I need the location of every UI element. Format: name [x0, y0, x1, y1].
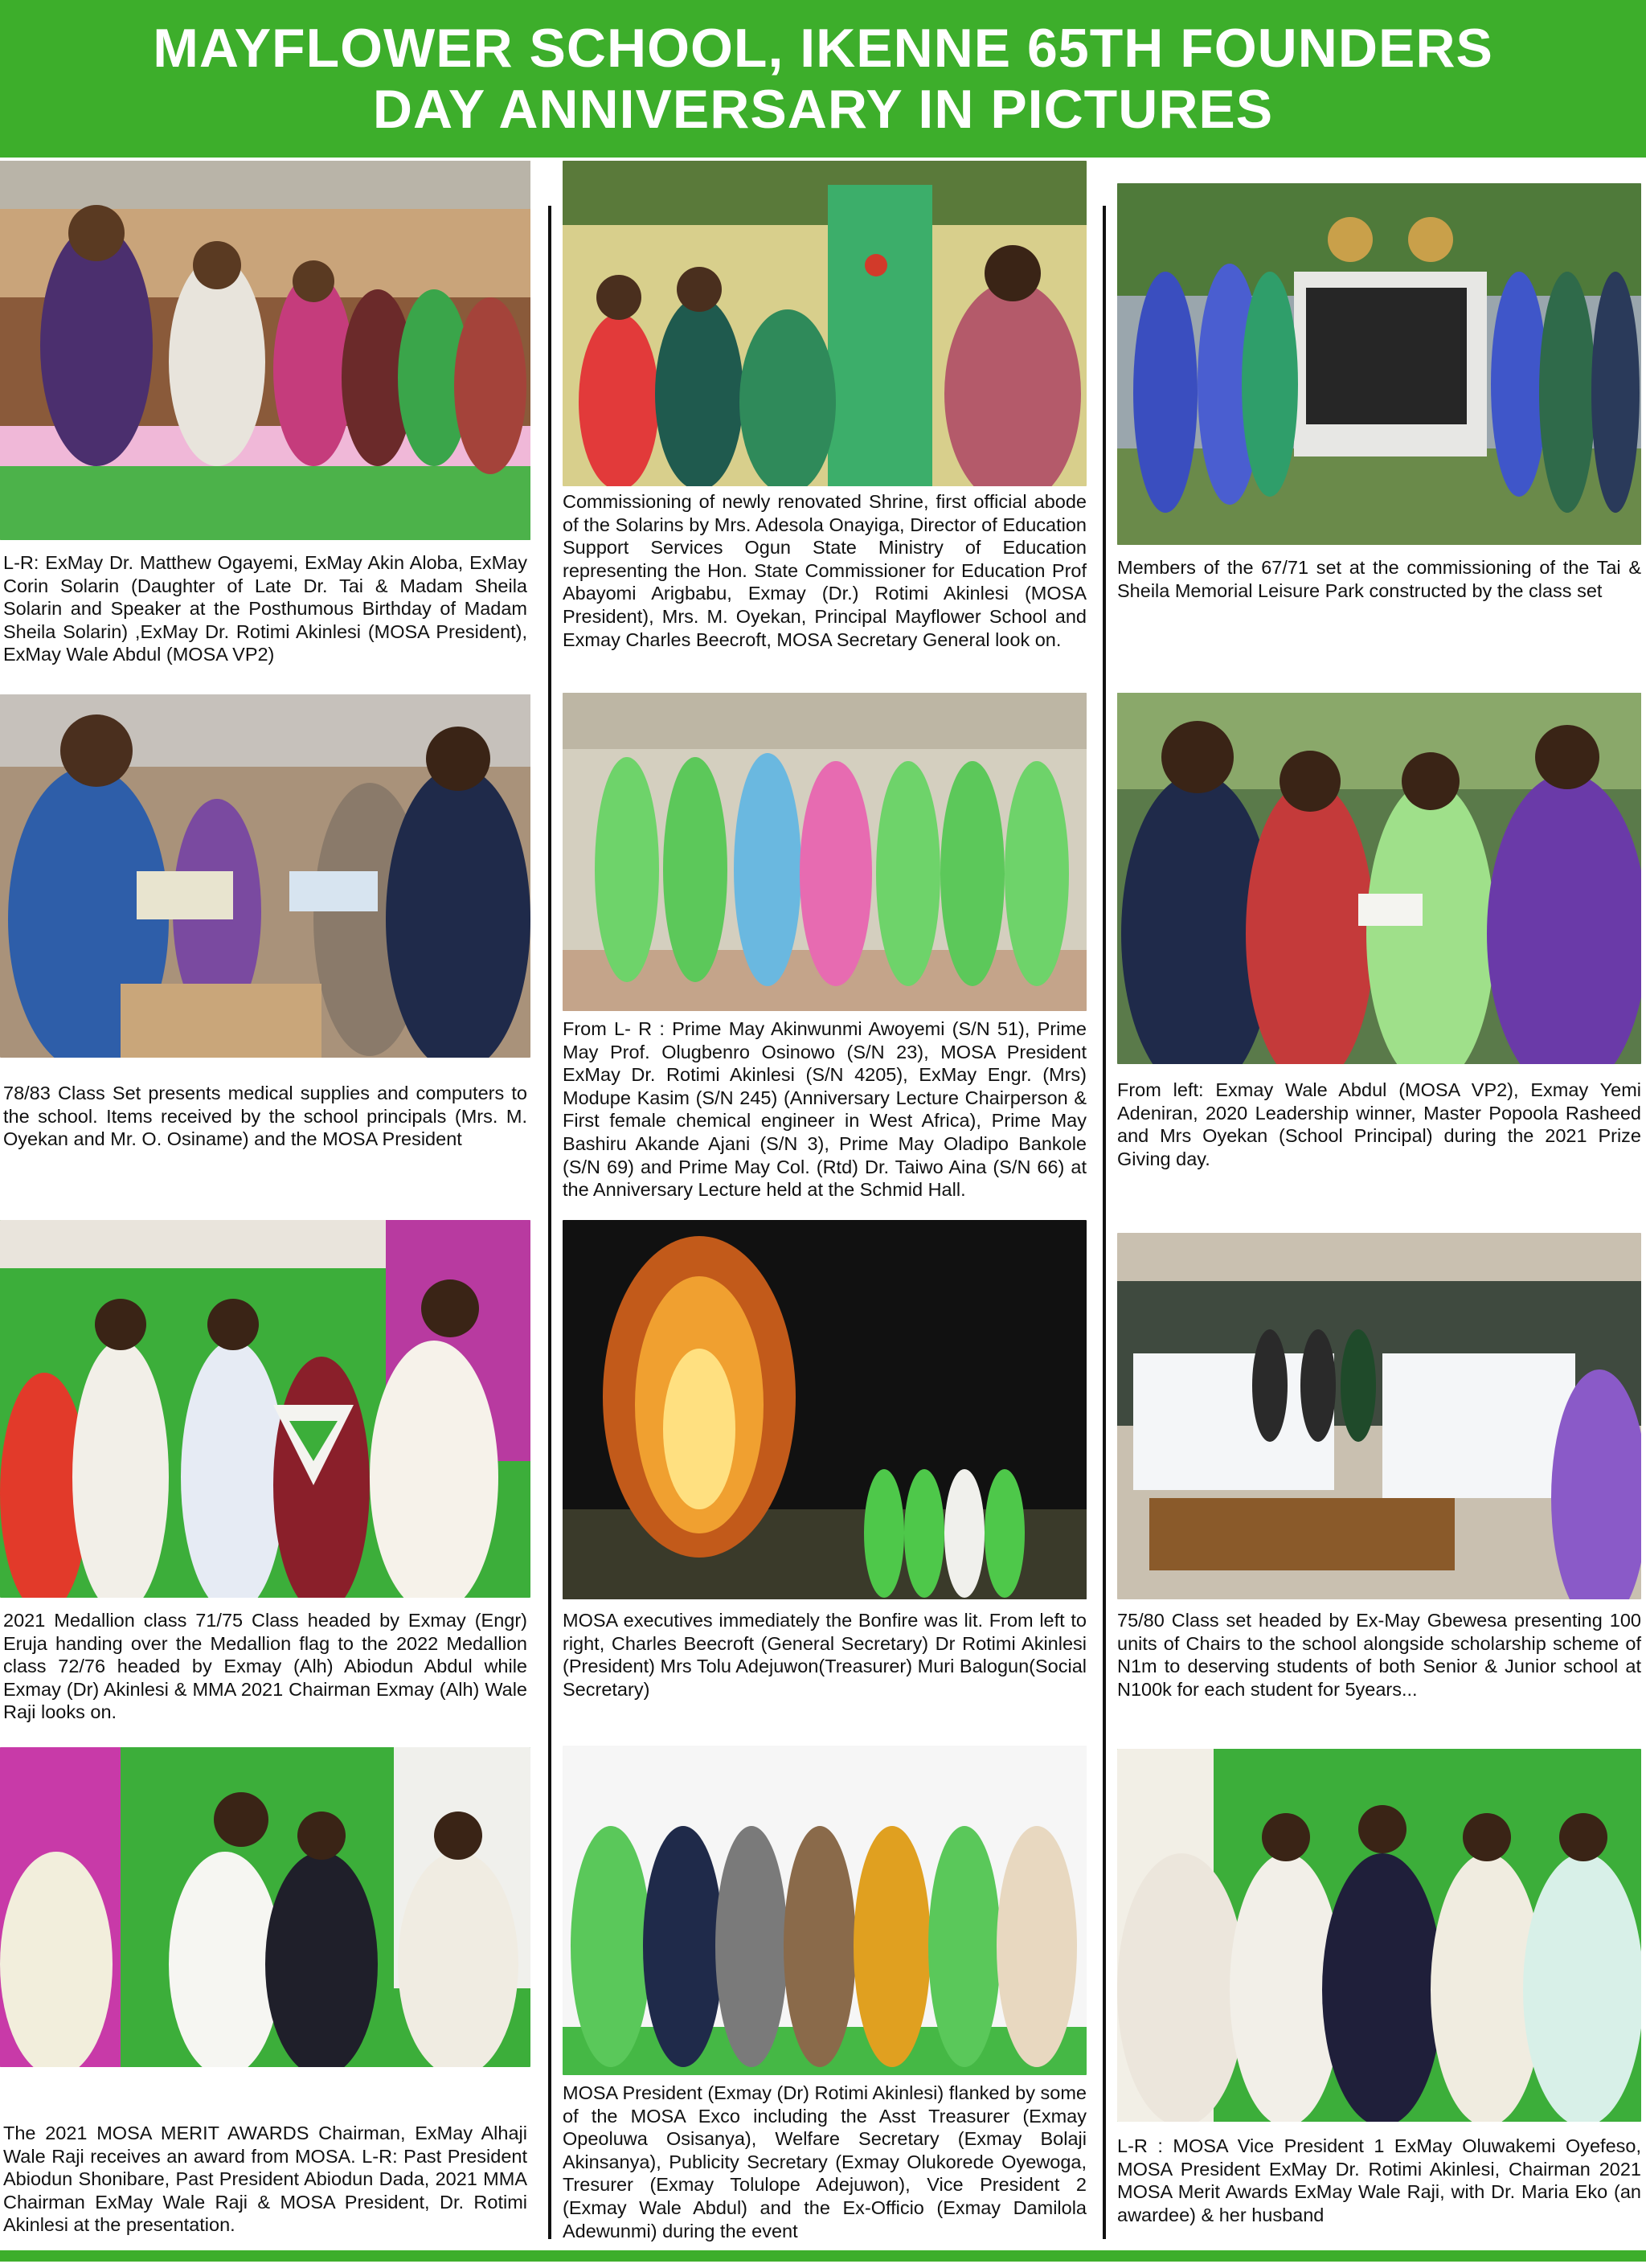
caption-shrine-commissioning: Commissioning of newly renovated Shrine, first official abode of the Solarins by Mrs. Adesola Onayiga, Director of Education Support Services Ogun State Ministry of Education representing the Hon. State Commissioner for Education Prof Abayomi Arigbabu, Exmay (Dr.) Rotimi Akinlesi (MOSA President), Mrs. M. Oyekan, Principal Mayflower School and Exmay Charles Beecroft, MOSA Secretary General look on. — [563, 491, 1087, 650]
photo-bonfire-night — [563, 1220, 1087, 1599]
caption-prize-giving-day: From left: Exmay Wale Abdul (MOSA VP2), Exmay Yemi Adeniran, 2020 Leadership winner, Master Popoola Rasheed and Mrs Oyekan (School Principal) during the 2021 Prize Giving day. — [1117, 1079, 1641, 1169]
caption-merit-awards-awardee: L-R : MOSA Vice President 1 ExMay Oluwakemi Oyefeso, MOSA President ExMay Dr. Rotimi Akinlesi, Chairman 2021 MOSA Merit Awards ExMay Wale Raji, with Dr. Maria Eko (an awardee) & her husband — [1117, 2135, 1641, 2225]
photo-medallion-flag-handover — [0, 1220, 530, 1598]
caption-speakers-at-high-table: L-R: ExMay Dr. Matthew Ogayemi, ExMay Akin Aloba, ExMay Corin Solarin (Daughter of Late Dr. Tai & Madam Sheila Solarin and Speaker at the Posthumous Birthday of Madam Sheila Solarin) ,ExMay Dr. Rotimi Akinlesi (MOSA President), ExMay Wale Abdul (MOSA VP2) — [3, 552, 527, 665]
caption-bonfire-night: MOSA executives immediately the Bonfire was lit. From left to right, Charles Beecroft (General Secretary) Dr Rotimi Akinlesi (President) Mrs Tolu Adejuwon(Treasurer) Muri Balogun(Social Secretary) — [563, 1610, 1087, 1700]
photo-memorial-park-commissioning — [1117, 183, 1641, 545]
column-divider-left — [548, 206, 551, 2239]
photo-medical-supplies-presentation — [0, 694, 530, 1058]
caption-mosa-exco-group: MOSA President (Exmay (Dr) Rotimi Akinlesi) flanked by some of the MOSA Exco including the Asst Treasurer (Exmay Opeoluwa Osisanya), Welfare Secretary (Exmay Bolaji Akinsanya), Publicity Secretary (Exmay Olukorede Oyewoga, Tresurer (Exmay Tolulope Adejuwon), Vice President 2 (Exmay Wale Abdul) and the Ex-Officio (Exmay Damilola Adewunmi) during the event — [563, 2082, 1087, 2241]
photo-prize-giving-day — [1117, 693, 1641, 1064]
photo-speakers-at-high-table — [0, 161, 530, 540]
page-title-line-1: MAYFLOWER SCHOOL, IKENNE 65TH FOUNDERS — [153, 18, 1493, 79]
caption-anniversary-lecture-group: From L- R : Prime May Akinwunmi Awoyemi (S/N 51), Prime May Prof. Olugbenro Osinowo (S/N 23), MOSA President ExMay Dr. Rotimi Akinlesi (S/N 4205), ExMay Engr. (Mrs) Modupe Kasim (S/N 245) (Anniversary Lecture Chairperson & First female chemical engineer in West Africa), Prime May Bashiru Akande Ajani (S/N 3), Prime May Oladipo Bankole (S/N 69) and Prime May Col. (Rtd) Dr. Taiwo Aina (S/N 66) at the Anniversary Lecture held at the Schmid Hall. — [563, 1018, 1087, 1201]
photo-chairs-and-scholarship-cheques — [1117, 1233, 1641, 1599]
photo-shrine-commissioning — [563, 161, 1087, 486]
caption-medallion-flag-handover: 2021 Medallion class 71/75 Class headed by Exmay (Engr) Eruja handing over the Medallion flag to the 2022 Medallion class 72/76 headed by Exmay (Alh) Abiodun Abdul while Exmay (Dr) Akinlesi & MMA 2021 Chairman Exmay (Alh) Wale Raji looks on. — [3, 1610, 527, 1723]
page-title-line-2: DAY ANNIVERSARY IN PICTURES — [372, 79, 1274, 140]
photo-mosa-exco-group — [563, 1746, 1087, 2075]
photo-merit-awards-awardee — [1117, 1749, 1641, 2122]
photo-merit-award-presentation — [0, 1747, 530, 2067]
caption-memorial-park-commissioning: Members of the 67/71 set at the commissioning of the Tai & Sheila Memorial Leisure Park constructed by the class set — [1117, 557, 1641, 601]
column-divider-right — [1103, 206, 1106, 2239]
photo-anniversary-lecture-group — [563, 693, 1087, 1011]
caption-chairs-and-scholarship-cheques: 75/80 Class set headed by Ex-May Gbewesa presenting 100 units of Chairs to the school alongside scholarship scheme of N1m to deserving students of both Senior & Junior school at N100k for each student for 5years... — [1117, 1610, 1641, 1700]
page-header — [0, 0, 1646, 158]
footer-rule — [0, 2250, 1646, 2262]
caption-merit-award-presentation: The 2021 MOSA MERIT AWARDS Chairman, ExMay Alhaji Wale Raji receives an award from MOSA. L-R: Past President Abiodun Shonibare, Past President Abiodun Dada, 2021 MMA Chairman ExMay Wale Raji & MOSA President, Dr. Rotimi Akinlesi at the presentation. — [3, 2123, 527, 2236]
caption-medical-supplies-presentation: 78/83 Class Set presents medical supplies and computers to the school. Items received by the school principals (Mrs. M. Oyekan and Mr. O. Osiname) and the MOSA President — [3, 1083, 527, 1150]
